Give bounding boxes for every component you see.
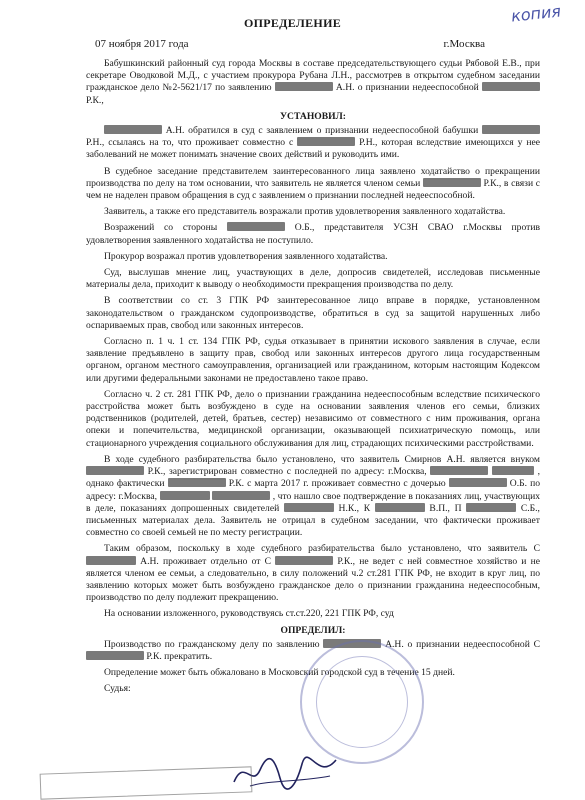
redaction: [275, 556, 333, 565]
redaction: [423, 178, 481, 187]
redaction: [86, 651, 144, 660]
redaction: [492, 466, 534, 475]
paragraph-ruling: Производство по гражданскому делу по заявлению А.Н. о признании недееспособной С Р.К. прекратить.: [86, 639, 540, 663]
redaction: [160, 491, 210, 500]
court-seal: [300, 640, 424, 764]
redaction: [86, 466, 144, 475]
redaction: [466, 503, 516, 512]
redaction: [104, 125, 162, 134]
redaction: [375, 503, 425, 512]
paragraph-appeal: Определение может быть обжаловано в Московский городской суд в течение 15 дней.: [104, 667, 455, 679]
redaction: [275, 82, 333, 91]
document-title: ОПРЕДЕЛЕНИЕ: [243, 16, 342, 30]
paragraph-art134: Согласно п. 1 ч. 1 ст. 134 ГПК РФ, судья отказывает в принятии искового заявления в случае, если заявление предъявлено в защиту прав, свобод или законных интересов другого лица государственным органом, органом местного самоуправления, организацией или гражданином, которым настоящим Кодексом или другими федеральными законами не предоставлено такое право.: [86, 336, 540, 384]
paragraph-objection: Заявитель, а также его представитель возражали против удовлетворения заявленного ходатайства.: [104, 206, 506, 218]
heading-determined: ОПРЕДЕЛИЛ:: [280, 624, 346, 636]
paragraph-claim: А.Н. обратился в суд с заявлением о признании недееспособной бабушки Р.Н., ссылаясь на то, что проживает совместно с Р.Н., которая вследствие имеющихся у нее заболеваний не может понимать значение своих действий и руководить ими.: [86, 125, 541, 161]
copy-certification-stamp: [40, 766, 253, 799]
redaction: [449, 478, 507, 487]
paragraph-intro: Бабушкинский районный суд города Москвы в составе председательствующего судьи Рябовой Е.В., при секретаре Оводковой М.Д., с участием прокурора Рубана Л.Н., рассмотрев в открытом судебном заседании гражданское дело №2-5621/17 по заявлению А.Н. о признании недееспособной Р.К.,: [86, 58, 540, 106]
paragraph-findings: В ходе судебного разбирательства было установлено, что заявитель Смирнов А.Н. является внуком Р.К., зарегистрирован совместно с последней по адресу: г.Москва, , однако фактически Р.К. с марта 2017 г. проживает совместно с дочерью О.Б. по адресу: г.Москва, , что нашло свое подтверждение в показаниях лиц, участвующих в деле, показаниях допрошенных свидетелей Н.К., К В.П., П С.Б., письменных материалах дела. Заявитель не отрицал в судебном заседании, что фактически проживает совместно со своей семьей не по месту регистрации.: [86, 453, 541, 539]
paragraph-motion: В судебное заседание представителем заинтересованного лица заявлено ходатайство о прекращении производства по делу на том основании, что заявитель не является членом семьи Р.К., в связи с чем не наделен правом обращения в суд с заявлением о признании последней недееспособной.: [86, 165, 540, 202]
paragraph-therefore: Таким образом, поскольку в ходе судебного разбирательства было установлено, что заявитель С А.Н. проживает отдельно от С Р.К., не ведет с ней совместное хозяйство и не является членом ее семьи, а следовательно, в силу положений ч.2 ст.281 ГПК РФ, не входит в круг лиц, по заявлению которых может быть возбуждено гражданское дело о признании гражданина недееспособным, производство по делу подлежит прекращению.: [86, 543, 540, 604]
judge-label: Судья:: [104, 683, 131, 695]
dateline: [95, 38, 485, 50]
heading-established: УСТАНОВИЛ:: [280, 110, 346, 122]
paragraph-prosecutor: Прокурор возражал против удовлетворения заявленного ходатайства.: [104, 250, 388, 262]
document-date: 07 ноября 2017 года: [95, 38, 189, 50]
paragraph-art281: Согласно ч. 2 ст. 281 ГПК РФ, дело о признании гражданина недееспособным вследствие психического расстройства может быть возбуждено в суде на основании заявления членов его семьи, близких родственников (родителей, детей, братьев, сестер) независимо от совместного с ним проживания, органа опеки и попечительства, медицинской организации, оказывающей психиатрическую помощь, или стационарного учреждения социального обслуживания для лиц, страдающих психическими расстройствами.: [86, 388, 540, 449]
document-city: г.Москва: [443, 38, 485, 50]
redaction: [212, 491, 270, 500]
redaction: [86, 556, 136, 565]
redaction: [430, 466, 488, 475]
copy-stamp-handwritten: копия: [510, 1, 562, 26]
document-body: [86, 58, 540, 700]
paragraph-no-objection: Возражений со стороны О.Б., представителя УСЗН СВАО г.Москвы против удовлетворения заявленного ходатайства не поступило.: [86, 222, 540, 246]
paragraph-basis: На основании изложенного, руководствуясь ст.ст.220, 221 ГПК РФ, суд: [104, 608, 394, 620]
redaction: [168, 478, 226, 487]
paragraph-court-conclusion: Суд, выслушав мнение лиц, участвующих в деле, допросив свидетелей, исследовав письменные материалы дела, приходит к выводу о необходимости прекращения производства по делу.: [86, 267, 540, 291]
redaction: [227, 222, 285, 231]
paragraph-art3: В соответствии со ст. 3 ГПК РФ заинтересованное лицо вправе в порядке, установленном законодательством о гражданском судопроизводстве, обратиться в суд за защитой нарушенных либо оспариваемых прав, свобод или законных интересов.: [86, 295, 540, 331]
redaction: [297, 137, 355, 146]
redaction: [482, 125, 540, 134]
redaction: [482, 82, 540, 91]
redaction: [284, 503, 334, 512]
